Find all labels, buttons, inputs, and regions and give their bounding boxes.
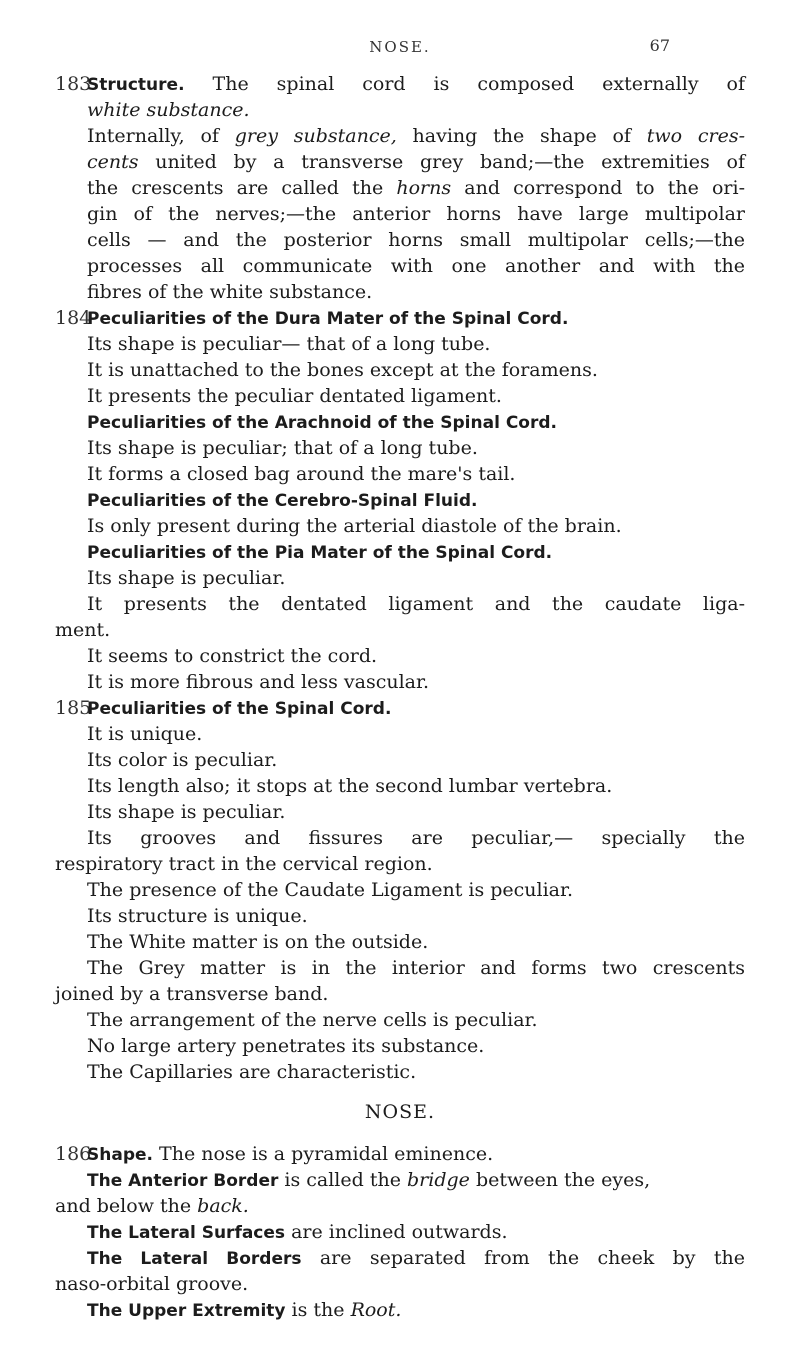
italic-text: grey substance, — [234, 125, 397, 147]
dura-line: It presents the peculiar dentated ligament. — [87, 385, 502, 407]
dura-line: It is unattached to the bones except at the foramens. — [87, 359, 598, 381]
paragraph-183-line-9: fibres of the white substance. — [87, 281, 373, 303]
term-label: The Lateral Borders — [87, 1249, 302, 1269]
term-label: The Anterior Border — [87, 1171, 279, 1191]
upper-extremity-line — [55, 1297, 745, 1323]
spinal-cord-line: The presence of the Caudate Ligament is peculiar. — [87, 879, 574, 901]
italic-text: Root. — [350, 1299, 402, 1321]
body-text: is called the — [278, 1169, 407, 1191]
body-text: are separated from the cheek by the — [301, 1247, 745, 1269]
arachnoid-heading-line — [55, 409, 745, 435]
section-number: 186 — [55, 1143, 92, 1165]
spinal-cord-line: Its shape is peculiar. — [87, 801, 286, 823]
spinal-cord-line-continuation: joined by a transverse band. — [55, 983, 329, 1005]
lateral-borders-line — [55, 1245, 745, 1271]
section-heading: Shape. — [87, 1145, 153, 1165]
body-text: and correspond to the ori- — [451, 177, 745, 199]
spinal-cord-line: Its structure is unique. — [87, 905, 308, 927]
italic-text: horns — [396, 177, 452, 199]
term-label: The Upper Extremity — [87, 1301, 286, 1321]
body-text: The spinal cord is composed externally of — [212, 73, 746, 95]
term-label: The Lateral Surfaces — [87, 1223, 286, 1243]
anterior-border-continuation — [55, 1193, 745, 1219]
pia-line: It presents the dentated ligament and the caudate liga- — [87, 593, 745, 615]
page-body — [55, 71, 745, 1323]
spinal-cord-line: Its grooves and fissures are peculiar,— specially the — [87, 827, 745, 849]
spinal-cord-line: No large artery penetrates its substance. — [87, 1035, 485, 1057]
paragraph-183-line-4 — [55, 149, 745, 175]
section-heading: Structure. — [87, 75, 185, 95]
body-text: the crescents are called the — [87, 177, 397, 199]
body-text: united by a transverse grey band;—the extremities of — [138, 151, 745, 173]
spinal-cord-line: Its color is peculiar. — [87, 749, 278, 771]
section-number: 185 — [55, 697, 92, 719]
lateral-borders-continuation: naso-orbital groove. — [55, 1273, 249, 1295]
running-head: NOSE. — [369, 38, 431, 56]
section-186-line-1 — [55, 1141, 745, 1167]
fluid-line: Is only present during the arterial diastole of the brain. — [87, 515, 622, 537]
section-184-heading-line — [55, 305, 745, 331]
pia-line-continuation: ment. — [55, 619, 111, 641]
spinal-cord-line: Its length also; it stops at the second lumbar vertebra. — [87, 775, 613, 797]
body-text: are inclined outwards. — [285, 1221, 508, 1243]
italic-text: two cres- — [646, 125, 746, 147]
section-number: 184 — [55, 307, 92, 329]
section-heading: Peculiarities of the Dura Mater of the Spinal Cord. — [87, 309, 569, 329]
spinal-cord-line: The White matter is on the outside. — [87, 931, 429, 953]
sub-heading: Peculiarities of the Arachnoid of the Spinal Cord. — [87, 413, 557, 433]
pia-heading-line — [55, 539, 745, 565]
body-text: Internally, of — [87, 125, 235, 147]
paragraph-183-line-7: cells — and the posterior horns small multipolar cells;—the — [87, 229, 745, 251]
body-text: is the — [285, 1299, 351, 1321]
page-header — [0, 36, 800, 60]
paragraph-183-line-5 — [55, 175, 745, 201]
pia-line: Its shape is peculiar. — [87, 567, 286, 589]
body-text: and below the — [55, 1195, 198, 1217]
body-text: between the eyes, — [469, 1169, 651, 1191]
anterior-border-line — [55, 1167, 745, 1193]
paragraph-183-line-1 — [55, 71, 745, 97]
italic-text: bridge — [407, 1169, 470, 1191]
spinal-cord-line: The arrangement of the nerve cells is peculiar. — [87, 1009, 538, 1031]
pia-line: It is more fibrous and less vascular. — [87, 671, 430, 693]
spinal-cord-line: The Capillaries are characteristic. — [87, 1061, 417, 1083]
italic-text: white substance. — [87, 99, 250, 121]
dura-line: Its shape is peculiar— that of a long tube. — [87, 333, 491, 355]
paragraph-183-line-8: processes all communicate with one another and with the — [87, 255, 745, 277]
body-text: having the shape of — [396, 125, 647, 147]
italic-text: cents — [87, 151, 139, 173]
paragraph-183-line-2 — [55, 97, 745, 123]
arachnoid-line: Its shape is peculiar; that of a long tube. — [87, 437, 478, 459]
page-number: 67 — [649, 36, 670, 55]
paragraph-183-line-6: gin of the nerves;—the anterior horns have large multipolar — [87, 203, 745, 225]
fluid-heading-line — [55, 487, 745, 513]
lateral-surfaces-line — [55, 1219, 745, 1245]
arachnoid-line: It forms a closed bag around the mare's tail. — [87, 463, 516, 485]
italic-text: back. — [197, 1195, 249, 1217]
pia-line: It seems to constrict the cord. — [87, 645, 378, 667]
sub-heading: Peculiarities of the Pia Mater of the Spinal Cord. — [87, 543, 553, 563]
spinal-cord-line: The Grey matter is in the interior and forms two crescents — [87, 957, 745, 979]
section-185-heading-line — [55, 695, 745, 721]
section-heading: Peculiarities of the Spinal Cord. — [87, 699, 392, 719]
section-number: 183 — [55, 73, 92, 95]
spinal-cord-line: It is unique. — [87, 723, 203, 745]
spinal-cord-line-continuation: respiratory tract in the cervical region. — [55, 853, 433, 875]
body-text: The nose is a pyramidal eminence. — [159, 1143, 494, 1165]
paragraph-183-line-3 — [55, 123, 745, 149]
chapter-heading: NOSE. — [364, 1101, 436, 1123]
sub-heading: Peculiarities of the Cerebro-Spinal Fluid. — [87, 491, 478, 511]
